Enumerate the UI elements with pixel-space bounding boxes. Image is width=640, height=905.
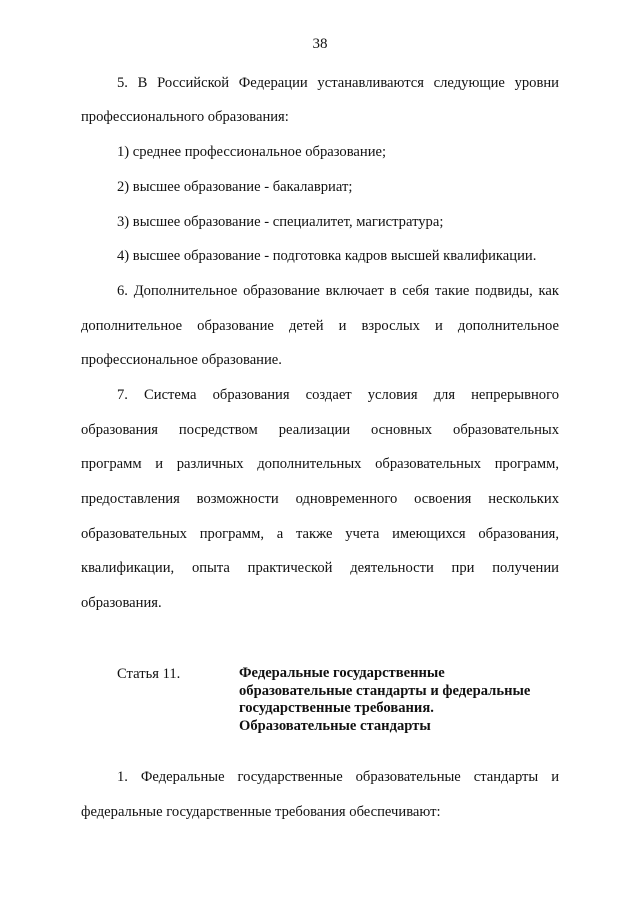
paragraph-7-line-1: 7. Система образования создает условия для непрерывного	[117, 387, 559, 403]
article-label: Статья 11.	[117, 666, 181, 682]
page-number: 38	[312, 36, 328, 52]
paragraph-6-line-2: дополнительное образование детей и взрослых и дополнительное	[81, 318, 559, 334]
paragraph-5-line-1: 5. В Российской Федерации устанавливаются следующие уровни	[117, 75, 559, 91]
article-title-line-4: Образовательные стандарты	[239, 717, 431, 734]
paragraph-7-line-5: образовательных программ, а также учета имеющихся образования,	[81, 526, 559, 542]
paragraph-6-line-1: 6. Дополнительное образование включает в себя такие подвиды, как	[117, 283, 559, 299]
list-item-3: 3) высшее образование - специалитет, магистратура;	[117, 214, 444, 230]
article-title-line-3: государственные требования.	[239, 700, 434, 716]
paragraph-6-line-3: профессиональное образование.	[81, 352, 282, 368]
article-paragraph-1-line-2: федеральные государственные требования обеспечивают:	[81, 804, 441, 820]
paragraph-5-line-2: профессионального образования:	[81, 109, 289, 125]
paragraph-7-line-6: квалификации, опыта практической деятельности при получении	[81, 560, 559, 576]
article-title	[239, 665, 569, 735]
article-paragraph-1-line-1: 1. Федеральные государственные образовательные стандарты и	[117, 769, 559, 785]
article-title-line-1: Федеральные государственные	[239, 665, 445, 681]
paragraph-7-line-3: программ и различных дополнительных образовательных программ,	[81, 456, 559, 472]
article-title-line-2: образовательные стандарты и федеральные	[239, 682, 531, 699]
list-item-1: 1) среднее профессиональное образование;	[117, 144, 387, 160]
paragraph-7-line-4: предоставления возможности одновременного освоения нескольких	[81, 491, 559, 507]
list-item-2: 2) высшее образование - бакалавриат;	[117, 179, 353, 195]
paragraph-7-line-2: образования посредством реализации основных образовательных	[81, 422, 559, 438]
paragraph-7-line-7: образования.	[81, 595, 162, 611]
list-item-4: 4) высшее образование - подготовка кадров высшей квалификации.	[117, 248, 537, 264]
